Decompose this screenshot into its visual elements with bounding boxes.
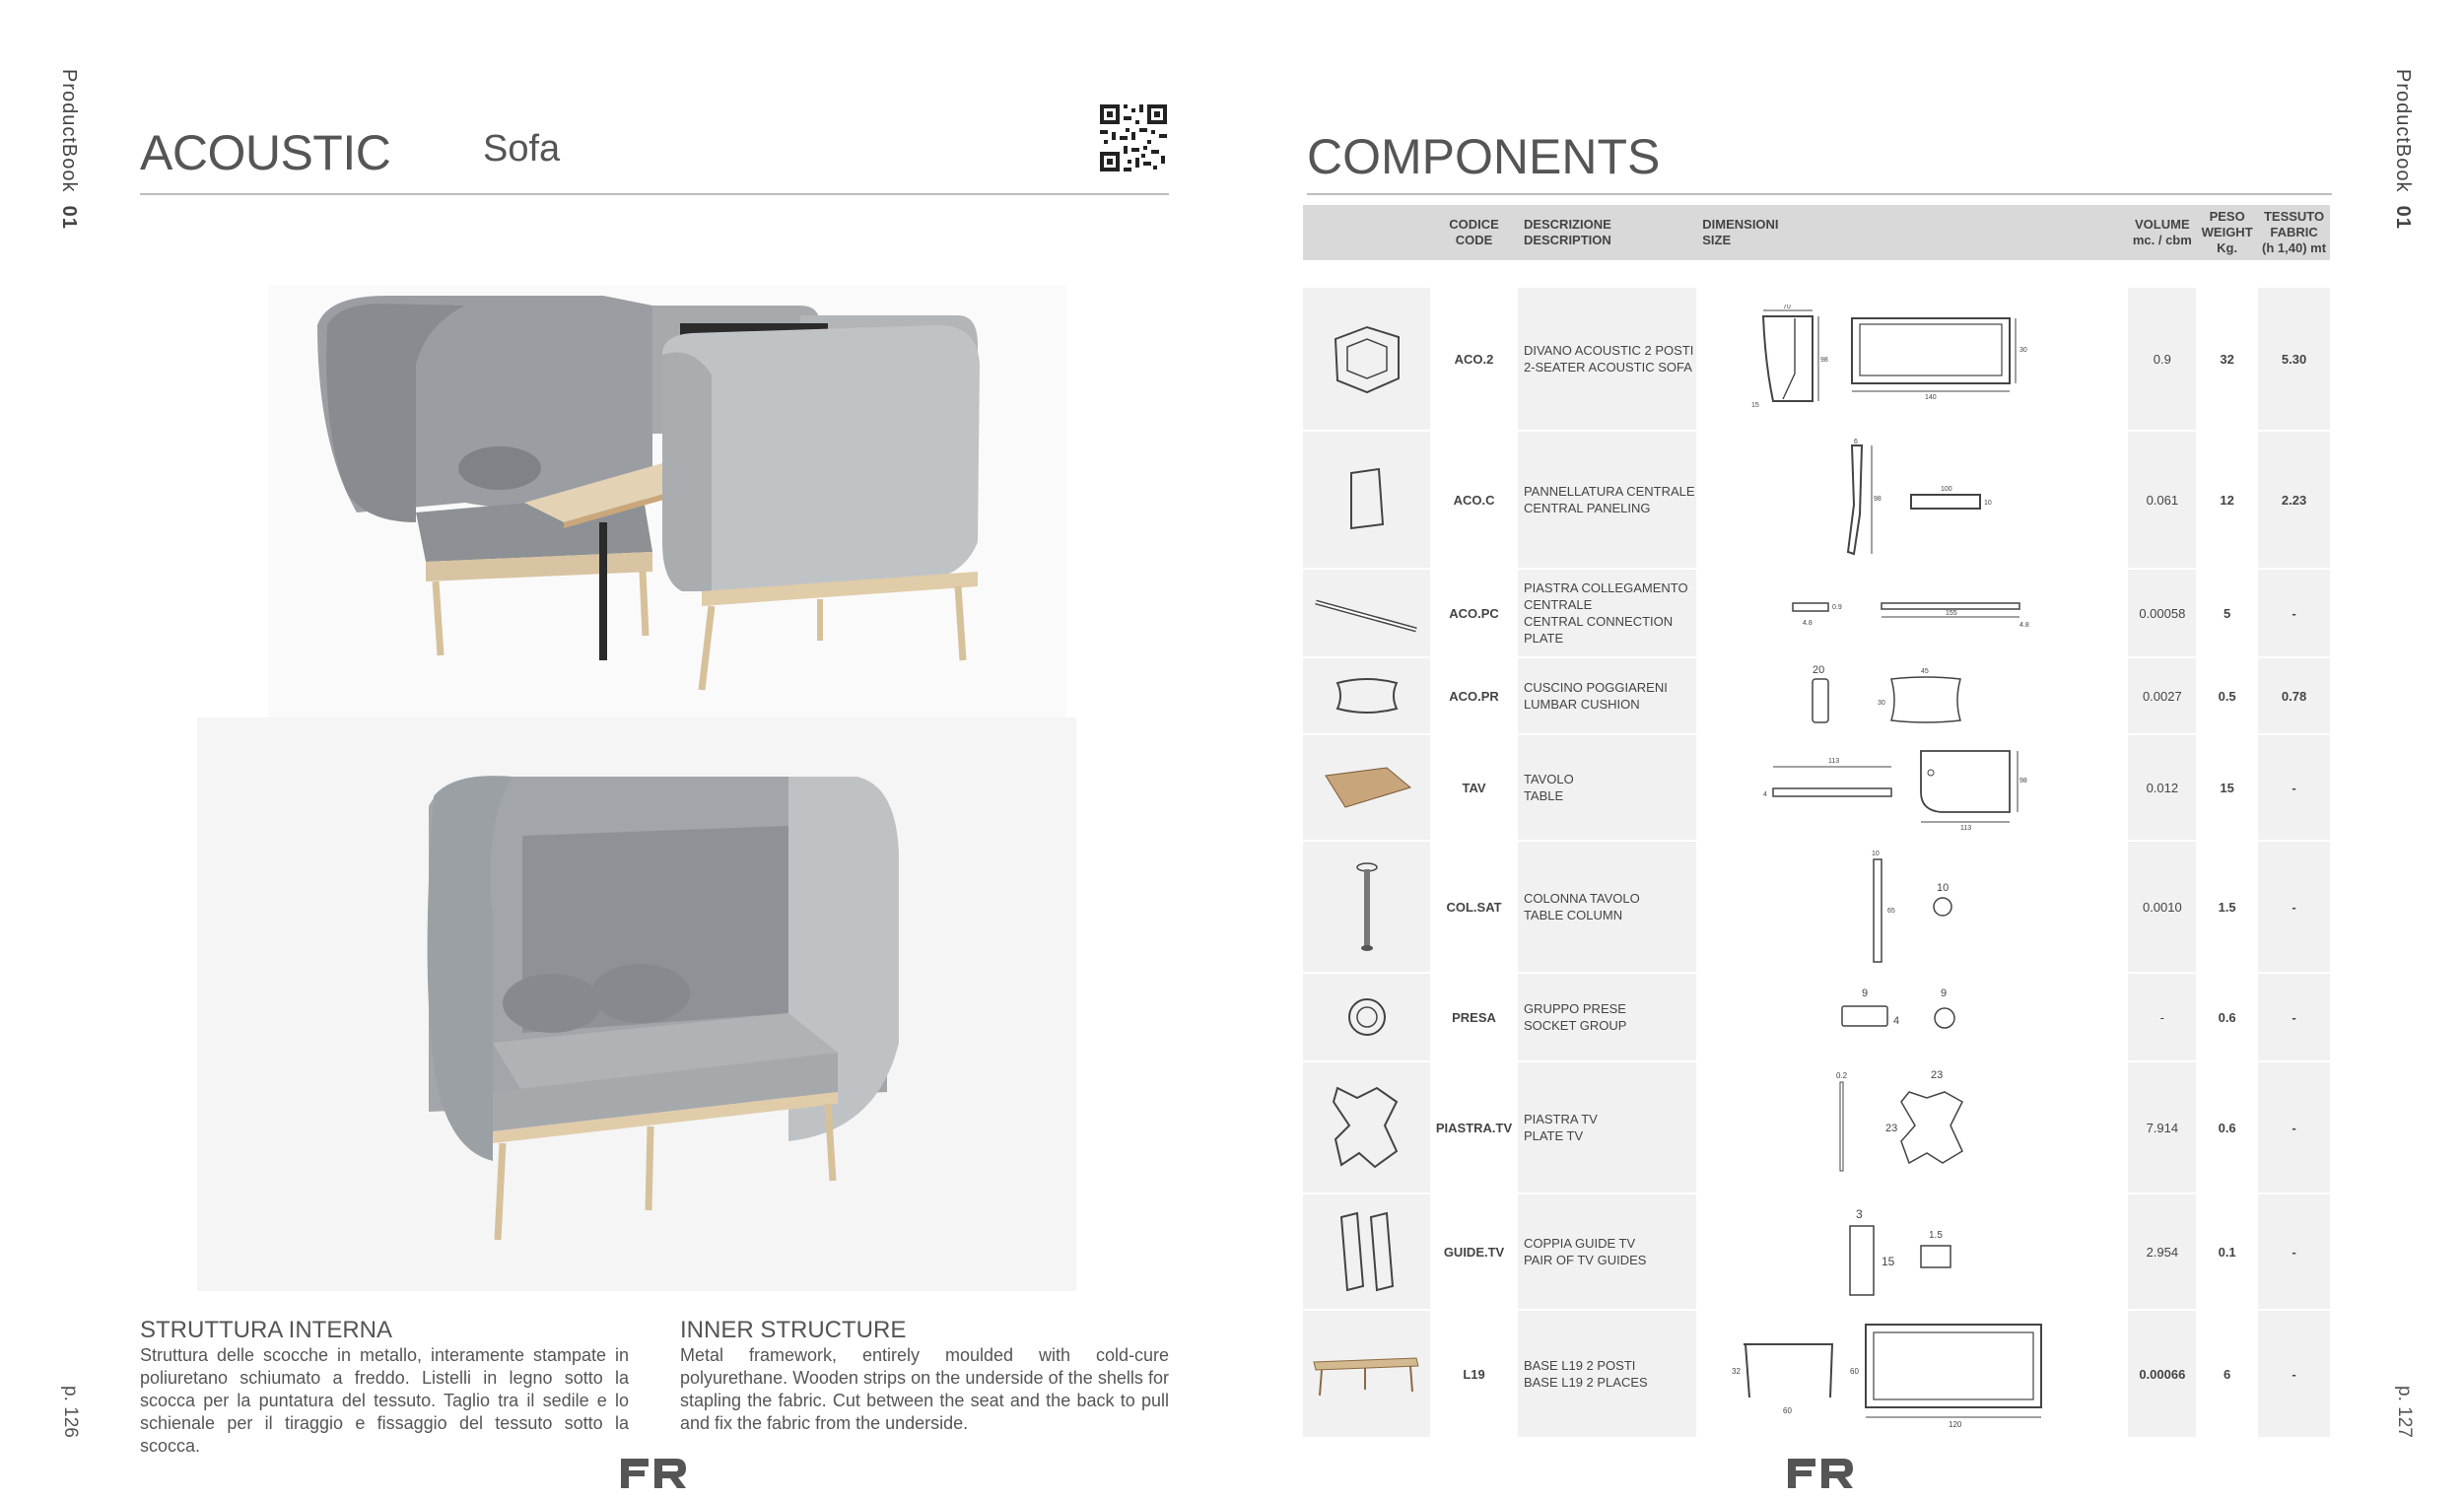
inner-structure-en-body: Metal framework, entirely moulded with cold-cure polyurethane. Wooden strips on the underside of the shells for stapling the fabric. Cut between the seat and the back to pull and fix the fabric from the underside. [680,1345,1169,1433]
svg-text:1.5: 1.5 [1928,1230,1943,1241]
inner-structure-en-title: INNER STRUCTURE [680,1317,907,1343]
svg-text:10: 10 [1871,851,1880,857]
product-title: ACOUSTIC [140,125,391,180]
svg-text:100: 100 [1940,486,1952,493]
photo-acoustic-booth [268,286,1066,729]
code-cell: ACO.C [1430,432,1518,570]
header-volume: VOLUME mc. / cbm [2128,205,2196,260]
svg-text:30: 30 [2019,347,2027,354]
dimension-drawing [1696,842,2105,974]
weight-cell: 0.5 [2196,658,2258,735]
svg-text:20: 20 [1812,664,1824,676]
dimension-drawing [1696,570,2105,658]
brand-logo-icon-right [1788,1459,1853,1488]
fabric-cell: - [2258,974,2330,1062]
fabric-cell: 0.78 [2258,658,2330,735]
fabric-cell: - [2258,735,2330,842]
thumb-column-icon [1303,842,1430,974]
svg-text:98: 98 [2019,778,2027,784]
description-cell: BASE L19 2 POSTI BASE L19 2 PLACES [1518,1311,1696,1439]
svg-text:60: 60 [1849,1367,1859,1376]
svg-text:10: 10 [1936,882,1949,894]
brand-logo-icon [621,1459,686,1488]
svg-text:32: 32 [1731,1367,1741,1376]
svg-text:45: 45 [1920,668,1929,675]
volume-cell: 0.00066 [2128,1311,2196,1439]
page-number-right: p. 127 [2394,1386,2415,1438]
side-label-right: ProductBook 01 [2392,69,2414,230]
table-row [1303,570,2330,658]
code-cell: L19 [1430,1311,1518,1439]
weight-cell: 6 [2196,1311,2258,1439]
svg-text:6: 6 [1853,439,1858,445]
thumb-sofa-icon [1303,288,1430,432]
description-cell: COLONNA TAVOLO TABLE COLUMN [1518,842,1696,974]
dimension-drawing [1696,658,2105,735]
dimension-drawing [1696,432,2105,570]
photo-acoustic-sofa [197,717,1076,1291]
thumb-cushion-icon [1303,658,1430,735]
fabric-cell: 5.30 [2258,288,2330,432]
weight-cell: 15 [2196,735,2258,842]
description-cell: CUSCINO POGGIARENI LUMBAR CUSHION [1518,658,1696,735]
thumb-base-icon [1303,1311,1430,1439]
svg-text:113: 113 [1827,758,1839,765]
page-number-left: p. 126 [60,1386,81,1438]
inner-structure-it-body: Struttura delle scocche in metallo, interamente stampate in poliuretano schiumato a freddo. Listelli in legno sotto la scocca per la puntatura del tessuto. Taglio tra il sedile e lo schienale per il tiraggio e fissaggio del tessuto sotto la scocca. [140,1345,629,1456]
dimension-drawing [1696,1194,2105,1311]
left-title-rule [140,193,1169,195]
svg-text:23: 23 [1930,1069,1943,1081]
svg-text:60: 60 [1782,1406,1792,1415]
volume-cell: 0.012 [2128,735,2196,842]
description-cell: PIASTRA TV PLATE TV [1518,1062,1696,1194]
description-cell: TAVOLO TABLE [1518,735,1696,842]
volume-cell: 0.9 [2128,288,2196,432]
svg-text:65: 65 [1886,908,1895,915]
code-cell: ACO.PC [1430,570,1518,658]
code-cell: PRESA [1430,974,1518,1062]
svg-text:15: 15 [1881,1255,1894,1268]
svg-text:9: 9 [1940,988,1947,999]
header-fabric: TESSUTO FABRIC (h 1,40) mt [2258,205,2330,260]
description-cell: PANNELLATURA CENTRALE CENTRAL PANELING [1518,432,1696,570]
header-image [1303,205,1430,260]
table-row [1303,288,2330,432]
dimension-drawing [1696,974,2105,1062]
fabric-cell: 2.23 [2258,432,2330,570]
right-title-rule [1307,193,2332,195]
dimension-drawing [1696,735,2105,842]
table-row [1303,658,2330,735]
code-cell: TAV [1430,735,1518,842]
volume-cell: 0.0010 [2128,842,2196,974]
fabric-cell: - [2258,1194,2330,1311]
product-subtitle: Sofa [483,128,561,170]
dimension-drawing [1696,1062,2105,1194]
svg-text:4: 4 [1762,791,1767,798]
svg-text:120: 120 [1948,1420,1961,1429]
svg-text:155: 155 [1945,610,1957,617]
description-cell: PIASTRA COLLEGAMENTO CENTRALE CENTRAL CONNECTION PLATE [1518,570,1696,658]
table-row [1303,1062,2330,1194]
thumb-panel-icon [1303,432,1430,570]
svg-text:23: 23 [1884,1123,1897,1134]
table-row [1303,1311,2330,1439]
components-table [1303,205,2330,1439]
fabric-cell: - [2258,842,2330,974]
svg-text:4.8: 4.8 [1802,620,1813,627]
weight-cell: 0.1 [2196,1194,2258,1311]
thumb-tv-guides-icon [1303,1194,1430,1311]
weight-cell: 0.6 [2196,974,2258,1062]
volume-cell: 0.00058 [2128,570,2196,658]
svg-text:4: 4 [1892,1015,1899,1027]
table-row [1303,842,2330,974]
inner-structure-it-title: STRUTTURA INTERNA [140,1317,393,1343]
table-row [1303,735,2330,842]
weight-cell: 12 [2196,432,2258,570]
volume-cell: 0.061 [2128,432,2196,570]
thumb-plate-icon [1303,570,1430,658]
weight-cell: 5 [2196,570,2258,658]
svg-text:0.2: 0.2 [1835,1071,1847,1080]
thumb-table-icon [1303,735,1430,842]
volume-cell: - [2128,974,2196,1062]
qr-code-icon[interactable] [1098,102,1169,173]
fabric-cell: - [2258,570,2330,658]
svg-text:3: 3 [1855,1207,1863,1221]
thumb-tv-plate-icon [1303,1062,1430,1194]
svg-text:10: 10 [1983,500,1992,507]
table-header-row [1303,205,2330,260]
table-row [1303,432,2330,570]
svg-text:0.9: 0.9 [1831,604,1842,611]
header-description: DESCRIZIONE DESCRIPTION [1518,205,1696,260]
svg-text:4.8: 4.8 [2019,622,2029,629]
side-label-left: ProductBook 01 [58,69,80,230]
code-cell: GUIDE.TV [1430,1194,1518,1311]
description-cell: COPPIA GUIDE TV PAIR OF TV GUIDES [1518,1194,1696,1311]
svg-text:30: 30 [1877,700,1885,707]
code-cell: COL.SAT [1430,842,1518,974]
fabric-cell: - [2258,1311,2330,1439]
weight-cell: 1.5 [2196,842,2258,974]
volume-cell: 2.954 [2128,1194,2196,1311]
table-row [1303,1194,2330,1311]
svg-text:98: 98 [1873,496,1882,503]
code-cell: PIASTRA.TV [1430,1062,1518,1194]
fabric-cell: - [2258,1062,2330,1194]
components-title: COMPONENTS [1307,129,1661,184]
svg-text:15: 15 [1750,402,1759,409]
description-cell: GRUPPO PRESE SOCKET GROUP [1518,974,1696,1062]
table-row [1303,974,2330,1062]
header-size: DIMENSIONI SIZE [1696,205,2105,260]
weight-cell: 0.6 [2196,1062,2258,1194]
svg-text:98: 98 [1819,357,1828,364]
svg-text:140: 140 [1924,394,1937,401]
volume-cell: 0.0027 [2128,658,2196,735]
dimension-drawing [1696,288,2105,432]
svg-text:113: 113 [1959,825,1971,832]
dimension-drawing [1696,1311,2105,1439]
description-cell: DIVANO ACOUSTIC 2 POSTI 2-SEATER ACOUSTIC SOFA [1518,288,1696,432]
header-weight: PESO WEIGHT Kg. [2196,205,2258,260]
thumb-socket-icon [1303,974,1430,1062]
header-code: CODICE CODE [1430,205,1518,260]
code-cell: ACO.2 [1430,288,1518,432]
code-cell: ACO.PR [1430,658,1518,735]
weight-cell: 32 [2196,288,2258,432]
svg-text:9: 9 [1861,988,1868,999]
volume-cell: 7.914 [2128,1062,2196,1194]
svg-text:70: 70 [1782,305,1791,310]
